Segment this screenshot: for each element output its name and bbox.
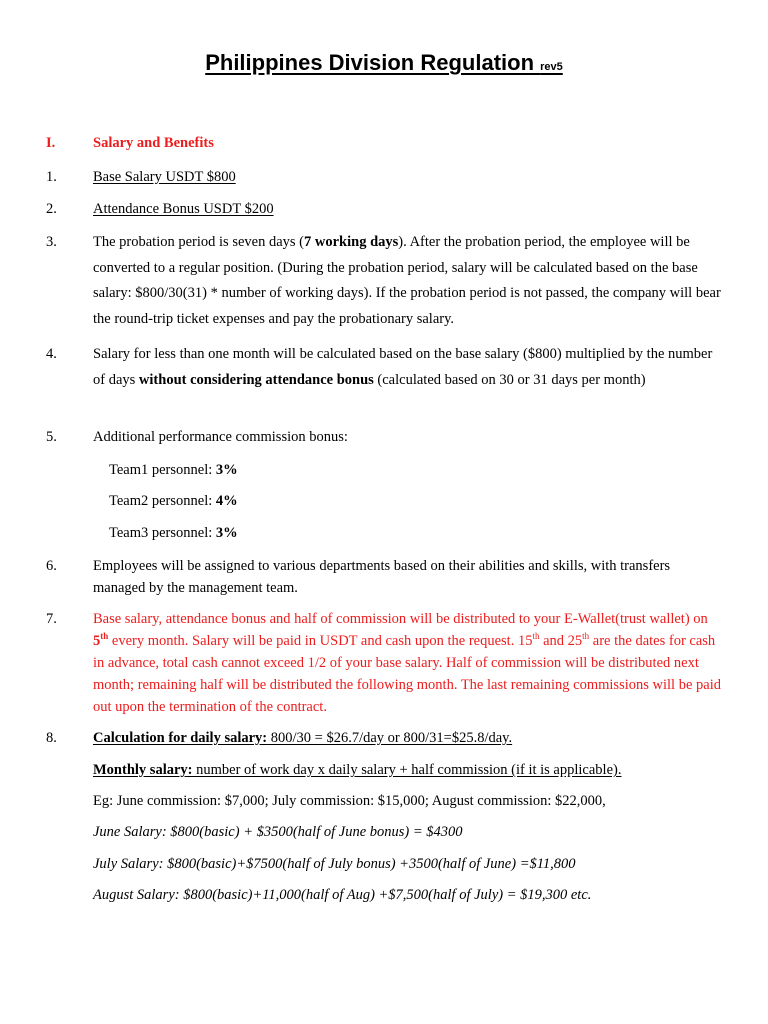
- title-text: Philippines Division Regulation: [205, 50, 535, 75]
- item-number: 7.: [46, 611, 57, 627]
- base-salary-text: Base Salary USDT $800: [93, 169, 236, 185]
- team-label: Team2 personnel:: [109, 493, 216, 509]
- team-row: [109, 490, 238, 512]
- team-label: Team1 personnel:: [109, 462, 216, 478]
- item-number: 2.: [46, 201, 57, 217]
- partial-month-paragraph: [93, 342, 726, 393]
- revision-label: rev5: [540, 61, 563, 73]
- monthly-salary-line: [93, 759, 621, 781]
- example-line: Eg: June commission: $7,000; July commission: $15,000; August commission: $22,000,: [93, 793, 606, 809]
- august-salary-line: August Salary: $800(basic)+11,000(half of Aug) +$7,500(half of July) = $19,300 etc.: [93, 887, 592, 903]
- payment-day-suffix: th: [100, 631, 109, 642]
- document-title: [0, 50, 768, 76]
- section-number: I.: [46, 135, 56, 151]
- team-label: Team3 personnel:: [109, 525, 216, 541]
- probation-days-bold: 7 working days: [304, 234, 399, 250]
- list-item-4: [46, 342, 726, 393]
- payment-text-e: are the dates for cash in advance, total cash cannot exceed 1/2 of your base salary. Half of commission will be distributed next month; remaining half will be distributed the following month. The last remaining commissions will be paid out upon the termination of the contract.: [93, 633, 721, 715]
- payment-text-c: every month. Salary will be paid in USDT and cash upon the request. 15: [108, 633, 533, 649]
- team-value: 4%: [215, 493, 238, 509]
- june-salary-line: June Salary: $800(basic) + $3500(half of June bonus) = $4300: [93, 824, 463, 840]
- item-number: 8.: [46, 730, 57, 746]
- partial-text-a: Salary for less than one month will be calculated based on the base salary ($800) multiplied by the number of days: [93, 346, 713, 388]
- partial-text-bold: without considering attendance bonus: [138, 371, 374, 388]
- section-title: Salary and Benefits: [93, 135, 214, 151]
- list-item-8: [46, 727, 726, 749]
- payment-paragraph: [93, 608, 726, 718]
- team-value: 3%: [215, 525, 238, 541]
- list-item-1: [46, 165, 726, 191]
- item-number: 3.: [46, 234, 57, 250]
- monthly-salary-label: Monthly salary:: [93, 762, 193, 778]
- item-number: 4.: [46, 346, 57, 362]
- payment-text-d: and 25: [539, 633, 583, 649]
- monthly-salary-text: number of work day x daily salary + half commission (if it is applicable).: [192, 762, 622, 778]
- commission-intro: Additional performance commission bonus:: [93, 429, 348, 445]
- list-item-5: [46, 425, 726, 451]
- attendance-bonus-text: Attendance Bonus USDT $200: [93, 201, 274, 217]
- item-number: 1.: [46, 169, 57, 185]
- probation-text-c: ). After the probation period, the employee will be converted to a regular position. (During the probation period, salary will be calculated based on the base salary: $800/30(31) * number of working days). If the probation period is not passed, the company will bear the round-trip ticket expenses and pay the probationary salary.: [93, 234, 721, 327]
- payment-day-bold: [93, 633, 108, 649]
- list-item-6: [46, 555, 726, 599]
- team-value: 3%: [215, 462, 238, 478]
- daily-salary-label: Calculation for daily salary:: [93, 730, 268, 746]
- payment-text-a: Base salary, attendance bonus and half of commission will be distributed to your E-Wallet(trust wallet) on: [93, 611, 708, 627]
- department-paragraph: Employees will be assigned to various departments based on their abilities and skills, with transfers managed by the management team.: [93, 558, 671, 596]
- section-heading: [46, 131, 726, 157]
- daily-salary-line: [93, 727, 726, 749]
- list-item-7: [46, 608, 726, 718]
- item-number: 5.: [46, 429, 57, 445]
- payment-day-number: 5: [93, 633, 101, 649]
- probation-paragraph: [93, 230, 726, 332]
- list-item-3: [46, 230, 726, 332]
- payment-d-suffix: th: [582, 631, 590, 642]
- july-salary-line: July Salary: $800(basic)+$7500(half of July bonus) +3500(half of June) =$11,800: [93, 856, 576, 872]
- team-row: [109, 459, 238, 481]
- partial-text-c: (calculated based on 30 or 31 days per month): [373, 371, 646, 388]
- payment-c-suffix: th: [532, 631, 540, 642]
- list-item-2: [46, 197, 726, 223]
- team-row: [109, 522, 238, 544]
- daily-salary-text: 800/30 = $26.7/day or 800/31=$25.8/day.: [267, 730, 513, 746]
- probation-text-a: The probation period is seven days (: [93, 234, 305, 250]
- item-number: 6.: [46, 558, 57, 574]
